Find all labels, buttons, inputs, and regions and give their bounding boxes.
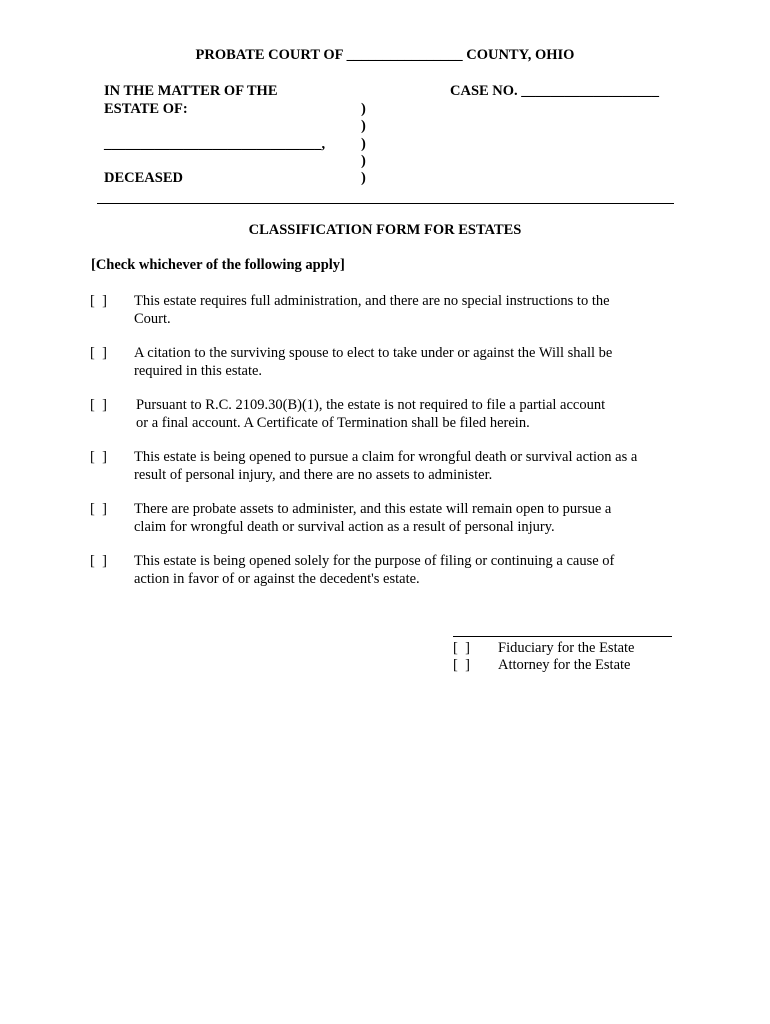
form-title: CLASSIFICATION FORM FOR ESTATES <box>248 222 522 238</box>
checkbox[interactable]: [ ] <box>90 449 107 465</box>
court-heading: PROBATE COURT OF ________________ COUNTY, OHIO <box>195 47 575 63</box>
decedent-name-blank[interactable]: ______________________________, <box>104 136 326 152</box>
checklist-item-text: This estate is being opened solely for the purpose of filing or continuing a cause of action in favor of or against the decedent's estate. <box>134 553 615 587</box>
checklist-item-text: A citation to the surviving spouse to elect to take under or against the Will shall be required in this estate. <box>134 345 613 379</box>
caption-paren: ) <box>361 170 366 186</box>
caption-paren: ) <box>361 101 366 117</box>
caption-paren: ) <box>361 118 366 134</box>
caption-paren: ) <box>361 136 366 152</box>
header-divider <box>97 203 674 204</box>
form-instruction: [Check whichever of the following apply] <box>91 257 345 273</box>
checklist-item-text: This estate requires full administration, and there are no special instructions to the Court. <box>134 293 610 327</box>
checkbox[interactable]: [ ] <box>90 397 107 413</box>
matter-line-1: IN THE MATTER OF THE <box>104 83 278 99</box>
checkbox[interactable]: [ ] <box>453 640 470 656</box>
checklist-item-text: This estate is being opened to pursue a claim for wrongful death or survival action as a result of personal injury, and there are no assets to administer. <box>134 449 638 483</box>
checklist-item-text: Pursuant to R.C. 2109.30(B)(1), the estate is not required to file a partial account or a final account. A Certificate of Termination shall be filed herein. <box>136 397 606 431</box>
case-number-field[interactable]: CASE NO. ___________________ <box>450 83 660 99</box>
signature-line[interactable] <box>453 636 672 637</box>
checkbox[interactable]: [ ] <box>453 657 470 673</box>
caption-paren: ) <box>361 153 366 169</box>
checkbox[interactable]: [ ] <box>90 553 107 569</box>
matter-line-2: ESTATE OF: <box>104 101 188 117</box>
checkbox[interactable]: [ ] <box>90 345 107 361</box>
checklist-item-text: There are probate assets to administer, and this estate will remain open to pursue a claim for wrongful death or survival action as a result of personal injury. <box>134 501 612 535</box>
signer-option-label: Fiduciary for the Estate <box>498 640 635 656</box>
deceased-label: DECEASED <box>104 170 183 186</box>
checkbox[interactable]: [ ] <box>90 501 107 517</box>
signer-option-label: Attorney for the Estate <box>498 657 631 673</box>
checkbox[interactable]: [ ] <box>90 293 107 309</box>
